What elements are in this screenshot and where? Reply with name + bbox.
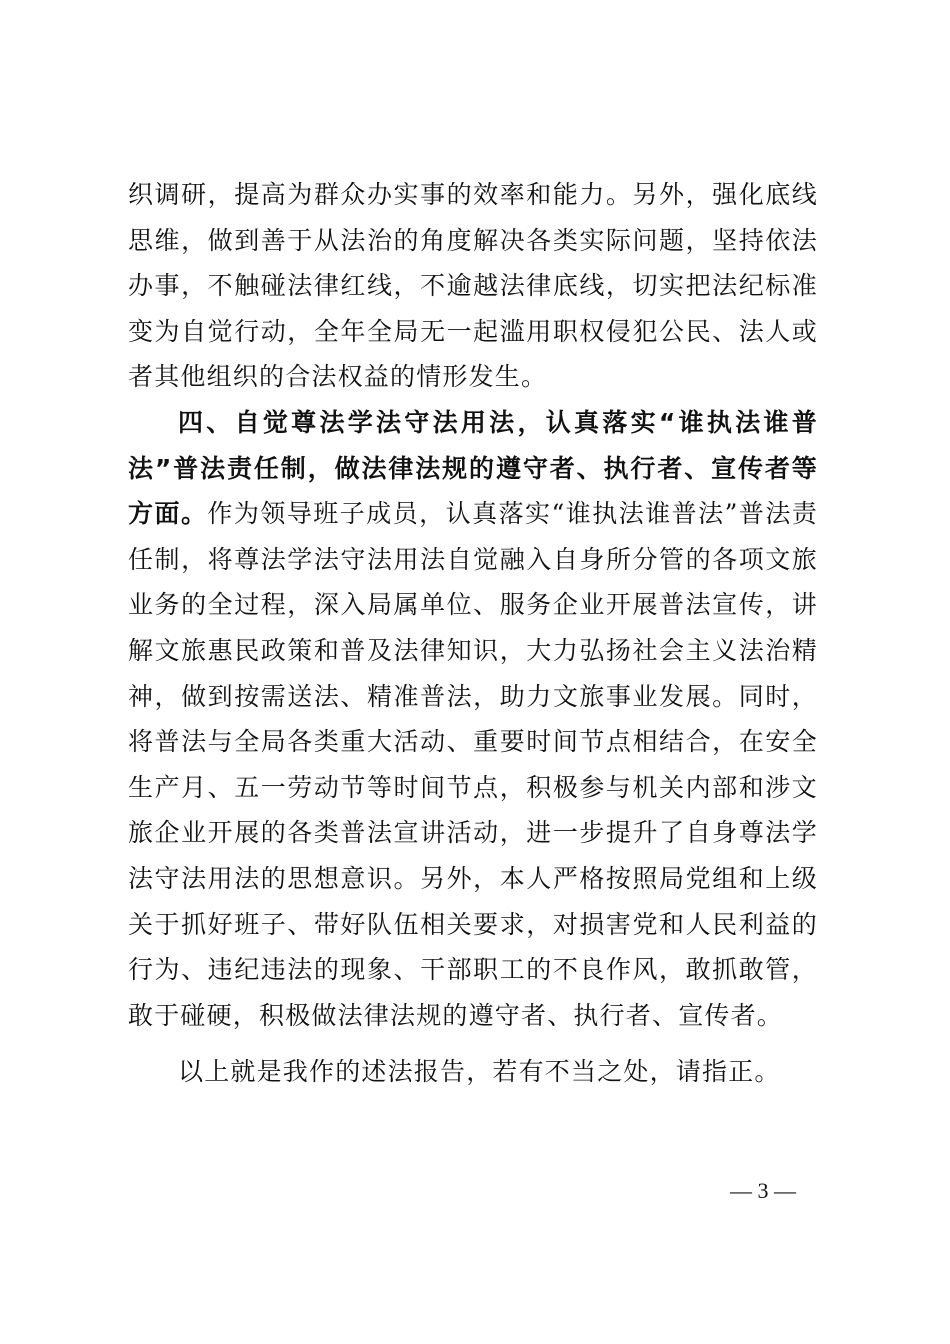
- section-four-heading: 四、自觉尊法学法守法用法，认真落实“谁执法谁普法”普法责任制，做法律法规的遵守者、执行者、宣传者等方面。: [128, 408, 818, 529]
- section-four: [128, 400, 818, 1038]
- section-four-body: 作为领导班子成员，认真落实“谁执法谁普法”普法责任制，将尊法学法守法用法自觉融入自身所分管的各项文旅业务的全过程，深入局属单位、服务企业开展普法宣传，讲解文旅惠民政策和普及法律知识，大力弘扬社会主义法治精神，做到按需送法、精准普法，助力文旅事业发展。同时，将普法与全局各类重大活动、重要时间节点相结合，在安全生产月、五一劳动节等时间节点，积极参与机关内部和涉文旅企业开展的各类普法宣讲活动，进一步提升了自身尊法学法守法用法的思想意识。另外，本人严格按照局党组和上级关于抓好班子、带好队伍相关要求，对损害党和人民利益的行为、违纪违法的现象、干部职工的不良作风，敢抓敢管，敢于碰硬，积极做法律法规的遵守者、执行者、宣传者。: [128, 499, 818, 1030]
- section-four-content: [128, 400, 818, 1038]
- closing-text: 以上就是我作的述法报告，若有不当之处，请指正。: [178, 1057, 781, 1086]
- continued-paragraph: [128, 172, 818, 400]
- paragraph-text: 织调研，提高为群众办实事的效率和能力。另外，强化底线思维，做到善于从法治的角度解决各类实际问题，坚持依法办事，不触碰法律红线，不逾越法律底线，切实把法纪标准变为自觉行动，全年全局无一起滥用职权侵犯公民、法人或者其他组织的合法权益的情形发生。: [128, 180, 818, 392]
- closing-paragraph: [128, 1049, 818, 1095]
- page-number: — 3 —: [730, 1178, 796, 1203]
